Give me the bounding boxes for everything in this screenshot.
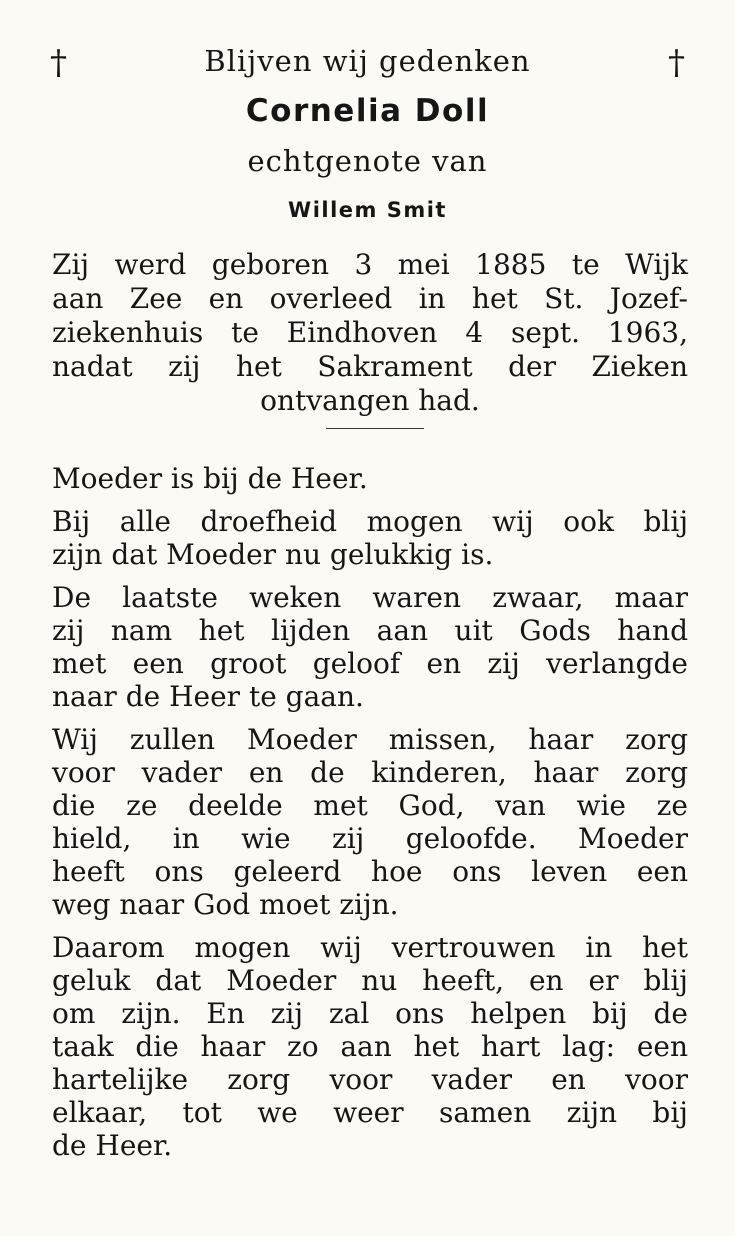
text-line: heeft ons geleerd hoe ons leven een [52, 855, 688, 888]
birth-line: Zij werd geboren 3 mei 1885 te Wijk [52, 248, 688, 281]
text-line: De laatste weken waren zwaar, maar [52, 581, 688, 614]
spouse-label: echtgenote van [247, 144, 488, 178]
text-line: om zijn. En zij zal ons helpen bij de [52, 997, 688, 1030]
text-line: Daarom mogen wij vertrouwen in het [52, 931, 688, 964]
text-line: weg naar God moet zijn. [52, 888, 399, 921]
text-line: elkaar, tot we weer samen zijn bij [52, 1096, 688, 1129]
birth-line: aan Zee en overleed in het St. Jozef- [52, 282, 688, 315]
text-line: voor vader en de kinderen, haar zorg [52, 756, 688, 789]
cross-left-icon: † [50, 43, 67, 83]
divider [326, 428, 424, 429]
birth-line: nadat zij het Sakrament der Zieken [52, 350, 688, 383]
text-line: die ze deelde met God, van wie ze [52, 789, 688, 822]
text-line: zij nam het lijden aan uit Gods hand [52, 614, 688, 647]
text-line: Moeder is bij de Heer. [52, 462, 368, 495]
text-line: Bij alle droefheid mogen wij ook blij [52, 505, 688, 538]
spouse-name: Willem Smit [288, 198, 447, 222]
paragraph [52, 581, 688, 713]
text-line: naar de Heer te gaan. [52, 680, 364, 713]
birth-death-paragraph [52, 248, 688, 418]
text-line: zijn dat Moeder nu gelukkig is. [52, 538, 494, 571]
deceased-name: Cornelia Doll [245, 93, 490, 129]
paragraph [52, 505, 688, 571]
text-line: de Heer. [52, 1129, 173, 1162]
birth-line: ziekenhuis te Eindhoven 4 sept. 1963, [52, 316, 688, 349]
paragraph [52, 723, 688, 921]
paragraph [52, 931, 688, 1162]
text-line: geluk dat Moeder nu heeft, en er blij [52, 964, 688, 997]
cross-right-icon: † [668, 43, 685, 83]
body-text [52, 462, 688, 1172]
text-line: hield, in wie zij geloofde. Moeder [52, 822, 688, 855]
text-line: met een groot geloof en zij verlangde [52, 647, 688, 680]
birth-line: ontvangen had. [260, 384, 480, 417]
text-line: taak die haar zo aan het hart lag: een [52, 1030, 688, 1063]
text-line: hartelijke zorg voor vader en voor [52, 1063, 688, 1096]
heading: Blijven wij gedenken [204, 44, 531, 78]
text-line: Wij zullen Moeder missen, haar zorg [52, 723, 688, 756]
paragraph [52, 462, 688, 495]
